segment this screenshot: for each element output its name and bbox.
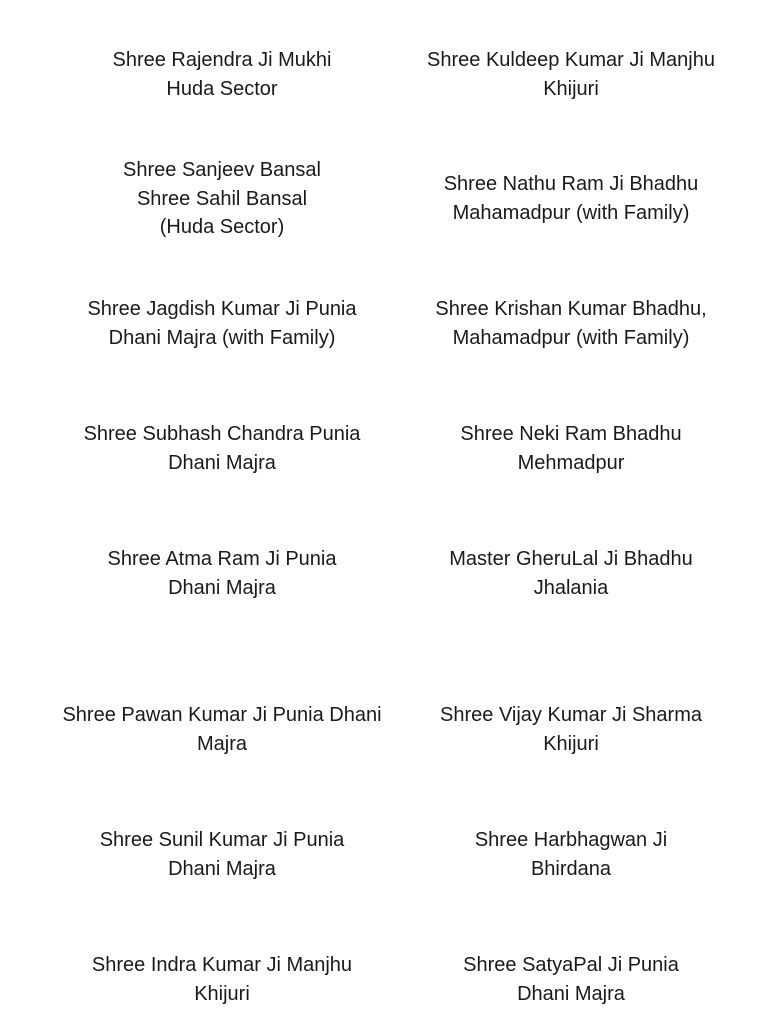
entry-rajendra-mukhi [46, 46, 398, 103]
entry-line: Shree Sahil Bansal [136, 187, 308, 210]
entry-pawan-punia [46, 701, 398, 758]
entry-line: Majra [196, 732, 247, 755]
entry-line: Shree Krishan Kumar Bhadhu, [435, 298, 707, 320]
entry-line: Shree Neki Ram Bhadhu [460, 423, 682, 445]
entry-line: Bhirdana [530, 857, 612, 880]
entry-line: Khijuri [194, 982, 250, 1005]
entry-atma-ram-punia [46, 545, 398, 602]
entry-satyapal-punia [410, 951, 732, 1008]
entry-line: Mahamadpur (with Family) [452, 326, 690, 349]
entry-line: Shree Pawan Kumar Ji Punia Dhani [62, 704, 382, 726]
entry-line: Khijuri [543, 732, 599, 755]
entry-gherulal-bhadhu [410, 545, 732, 602]
entry-line: Shree SatyaPal Ji Punia [463, 954, 679, 976]
entry-line: Dhani Majra (with Family) [108, 326, 336, 349]
entry-indra-manjhu [46, 951, 398, 1008]
entry-harbhagwan [410, 826, 732, 883]
entry-vijay-sharma [410, 701, 732, 758]
entry-sanjeev-sahil-bansal [46, 156, 398, 242]
entry-line: Master GheruLal Ji Bhadhu [449, 548, 693, 570]
entry-subhash-punia [46, 420, 398, 477]
entry-line: Dhani Majra [168, 857, 276, 880]
entry-line: Shree Sunil Kumar Ji Punia [99, 829, 345, 851]
entry-line: Shree Subhash Chandra Punia [83, 423, 361, 445]
entry-line: Shree Harbhagwan Ji [474, 829, 668, 851]
entry-line: Mahamadpur (with Family) [452, 201, 690, 224]
entry-line: Shree Kuldeep Kumar Ji Manjhu [427, 49, 715, 71]
entry-kuldeep-manjhu [410, 46, 732, 103]
entry-nathu-ram-bhadhu [410, 170, 732, 227]
entry-line: Shree Nathu Ram Ji Bhadhu [443, 173, 699, 195]
entry-line: Dhani Majra [517, 982, 625, 1005]
entry-line: Shree Jagdish Kumar Ji Punia [87, 298, 357, 320]
entry-line: Huda Sector [166, 77, 278, 100]
entry-jagdish-punia [46, 295, 398, 352]
entry-krishan-bhadhu [410, 295, 732, 352]
entry-line: Shree Rajendra Ji Mukhi [112, 49, 332, 71]
entry-line: (Huda Sector) [159, 216, 285, 238]
entry-line: Jhalania [533, 576, 609, 599]
entry-line: Shree Vijay Kumar Ji Sharma [440, 704, 702, 726]
entry-line: Dhani Majra [168, 451, 276, 474]
entry-neki-ram-bhadhu [410, 420, 732, 477]
entry-sunil-punia [46, 826, 398, 883]
entry-line: Shree Indra Kumar Ji Manjhu [91, 954, 353, 976]
entry-line: Dhani Majra [168, 576, 276, 599]
entry-line: Shree Atma Ram Ji Punia [107, 548, 337, 570]
entry-line: Khijuri [543, 77, 599, 100]
entry-line: Shree Sanjeev Bansal [123, 159, 321, 181]
entry-line: Mehmadpur [517, 451, 625, 474]
